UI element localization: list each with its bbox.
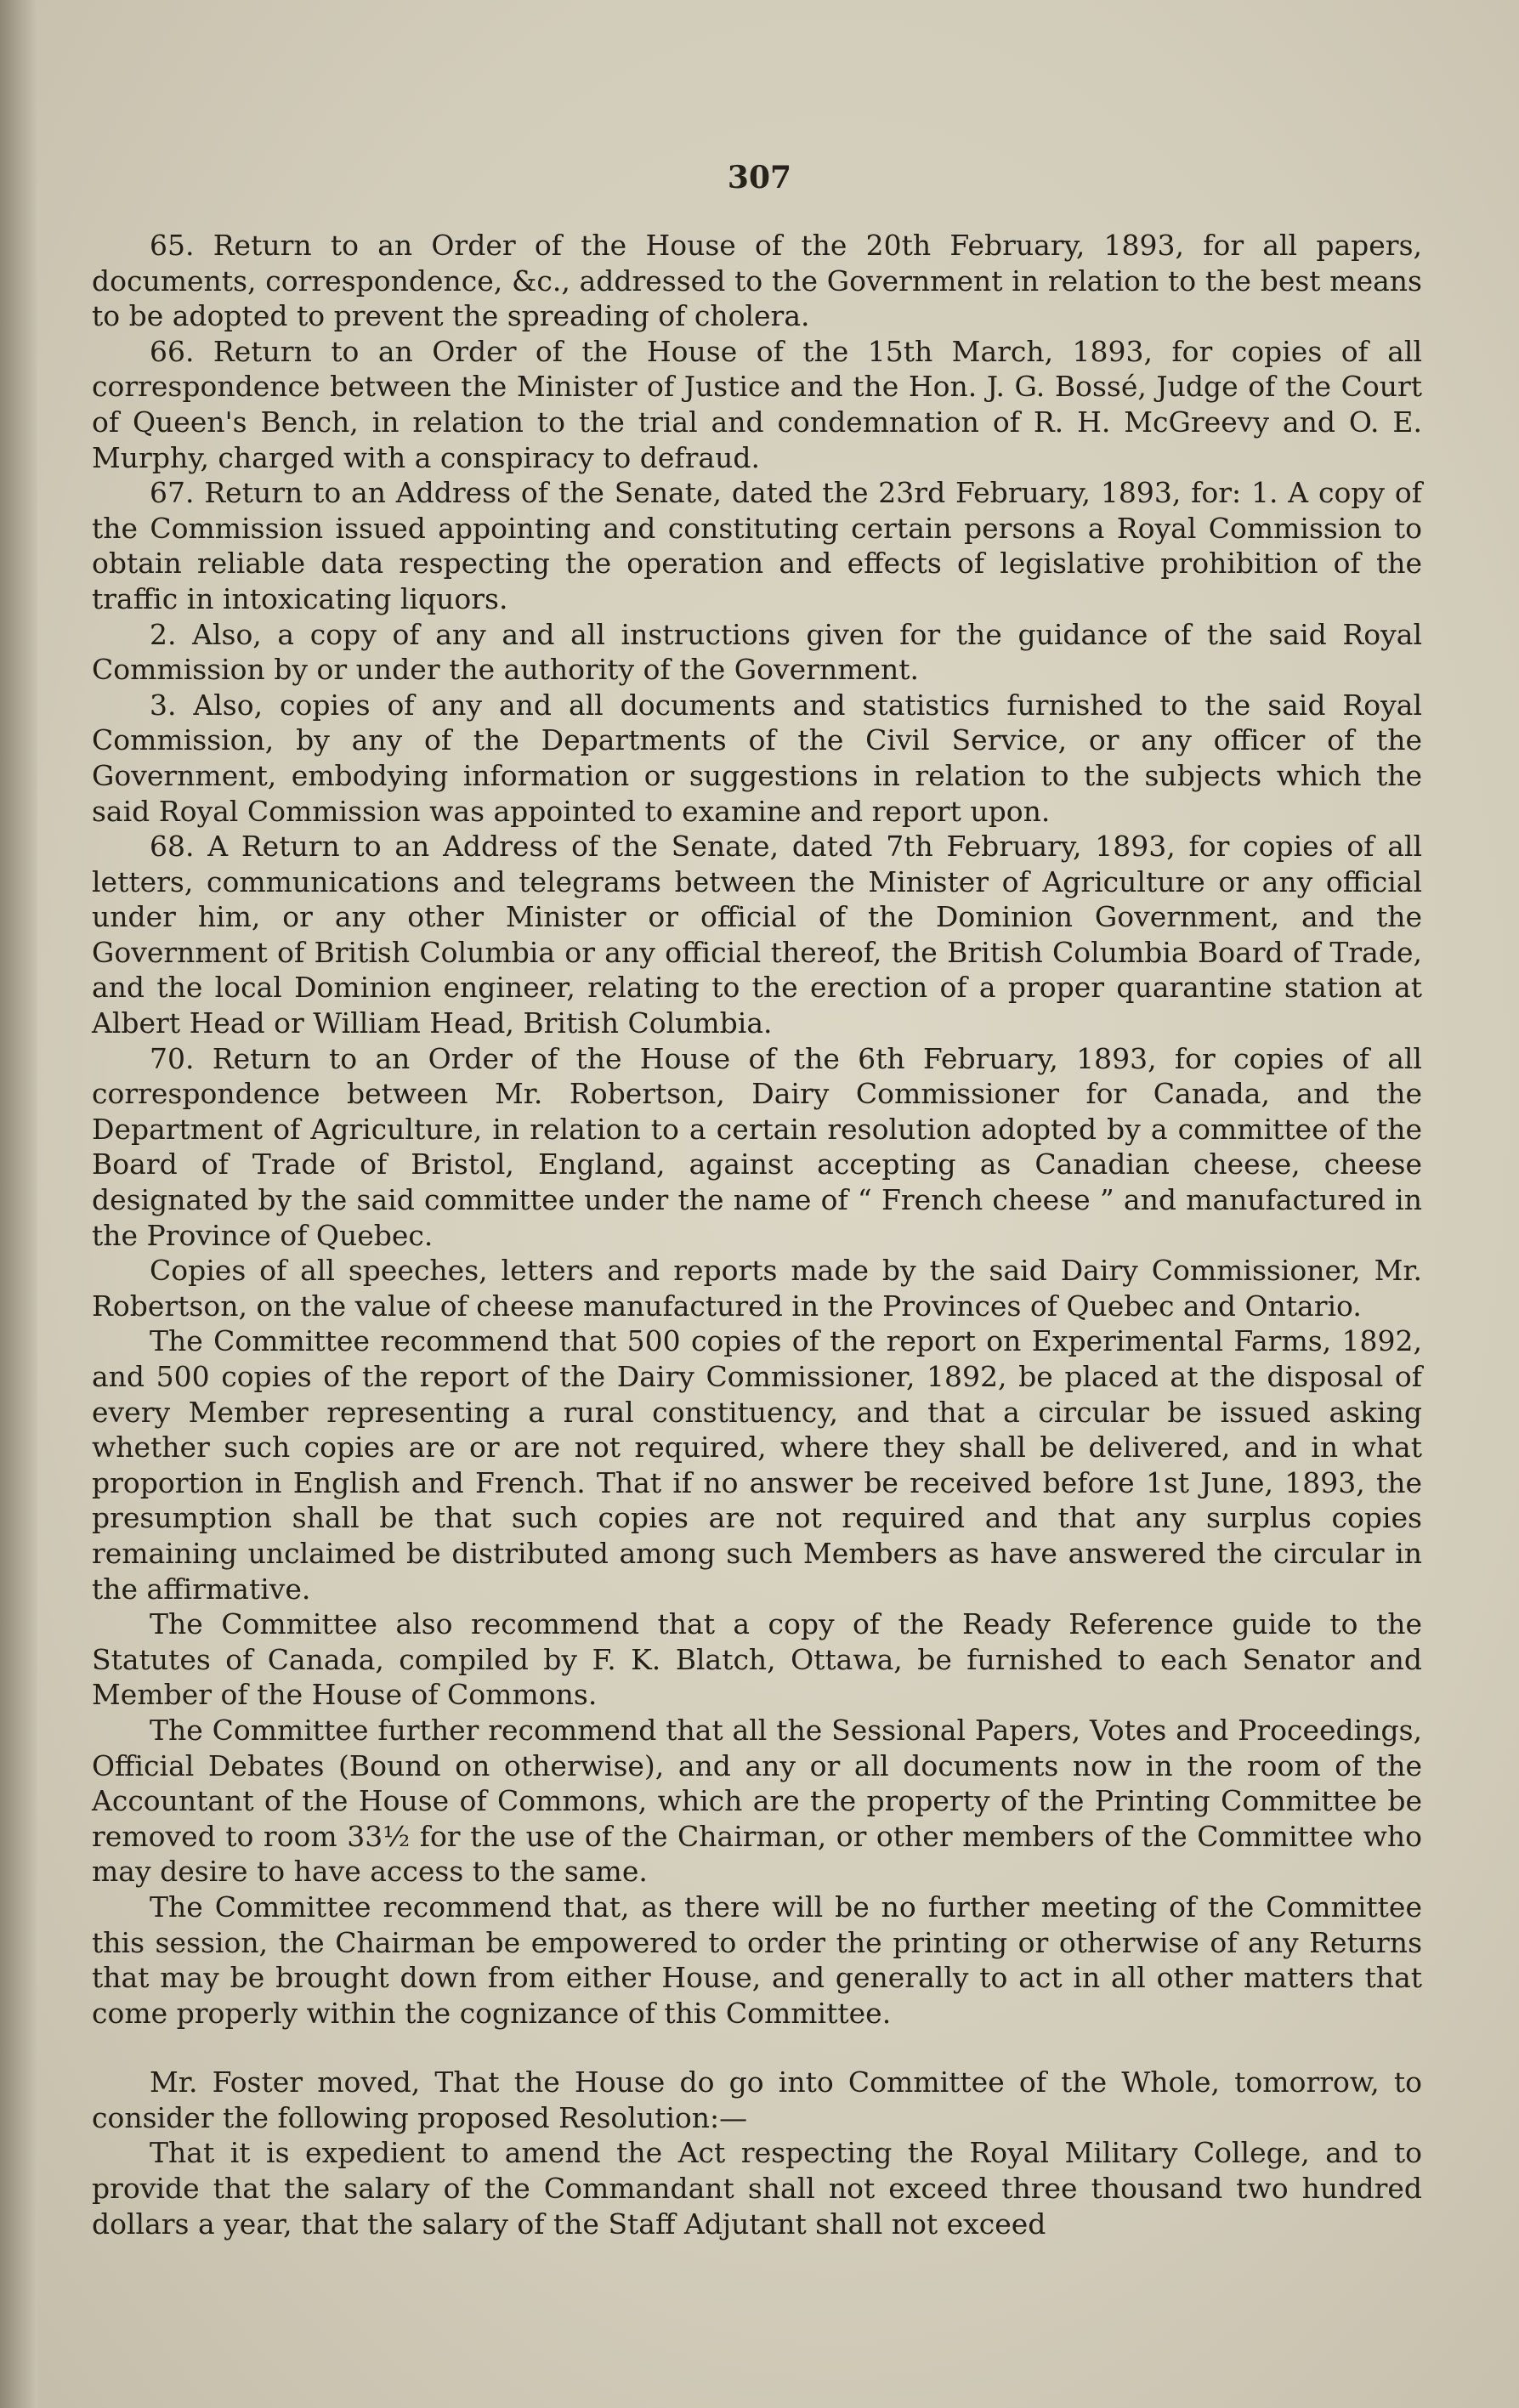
body-text [92, 228, 1422, 2241]
paragraph-return-70: 70. Return to an Order of the House of the 6th February, 1893, for copies of all correspondence between Mr. Robertson, Dairy Commissioner for Canada, and the Department of Agriculture, in relation to a certain resolution adopted by a committee of the Board of Trade of Bristol, England, against accepting as Canadian cheese, cheese designated by the said committee under the name of “ French cheese ” and manufactured in the Province of Quebec. [92, 1041, 1422, 1252]
paragraph-resolution: That it is expedient to amend the Act respecting the Royal Military College, and to provide that the salary of the Commandant shall not exceed three thousand two hundred dollars a year, that the salary of the Staff Adjutant shall not exceed [92, 2136, 1422, 2241]
paragraph-recommend-chairman: The Committee recommend that, as there will be no further meeting of the Committee this session, the Chairman be empowered to order the printing or otherwise of any Returns that may be brought down from either House, and generally to act in all other matters that come properly within the cognizance of this Committee. [92, 1890, 1422, 2030]
paragraph-return-65: 65. Return to an Order of the House of the 20th February, 1893, for all papers, documents, correspondence, &c., addressed to the Government in relation to the best means to be adopted to prevent the spreading of cholera. [92, 229, 1422, 333]
paragraph-foster-motion: Mr. Foster moved, That the House do go into Committee of the Whole, tomorrow, to consider the following proposed Resolution:— [92, 2065, 1422, 2134]
paragraph-dairy-speeches: Copies of all speeches, letters and reports made by the said Dairy Commissioner, Mr. Robertson, on the value of cheese manufactured in the Provinces of Quebec and Ontario. [92, 1254, 1422, 1323]
paragraph-recommend-papers: The Committee further recommend that all the Sessional Papers, Votes and Proceedings, Official Debates (Bound on otherwise), and any or all documents now in the room of the Accountant of the House of Commons, which are the property of the Printing Committee be removed to room 33½ for the use of the Chairman, or other members of the Committee who may desire to have access to the same. [92, 1713, 1422, 1889]
paragraph-return-67-item-3: 3. Also, copies of any and all documents and statistics furnished to the said Royal Commission, by any of the Departments of the Civil Service, or any officer of the Government, embodying information or suggestions in relation to the subjects which the said Royal Commission was appointed to examine and report upon. [92, 688, 1422, 828]
paragraph-return-67-item-2: 2. Also, a copy of any and all instructions given for the guidance of the said Royal Commission by or under the authority of the Government. [92, 617, 1422, 687]
paragraph-recommend-guide: The Committee also recommend that a copy of the Ready Reference guide to the Statutes of Canada, compiled by F. K. Blatch, Ottawa, be furnished to each Senator and Member of the House of Commons. [92, 1607, 1422, 1712]
page-number: 307 [727, 160, 792, 195]
paragraph-return-66: 66. Return to an Order of the House of the 15th March, 1893, for copies of all correspondence between the Minister of Justice and the Hon. J. G. Bossé, Judge of the Court of Queen's Bench, in relation to the trial and condemnation of R. H. McGreevy and O. E. Murphy, charged with a conspiracy to defraud. [92, 334, 1422, 474]
paragraph-return-67: 67. Return to an Address of the Senate, dated the 23rd February, 1893, for: 1. A copy of the Commission issued appointing and constituting certain persons a Royal Commission to obtain reliable data respecting the operation and effects of legislative prohibition of the traffic in intoxicating liquors. [92, 476, 1422, 615]
paragraph-recommend-copies: The Committee recommend that 500 copies of the report on Experimental Farms, 1892, and 500 copies of the report of the Dairy Commissioner, 1892, be placed at the disposal of every Member representing a rural constituency, and that a circular be issued asking whether such copies are or are not required, where they shall be delivered, and in what proportion in English and French. That if no answer be received before 1st June, 1893, the presumption shall be that such copies are not required and that any surplus copies remaining unclaimed be distributed among such Members as have answered the circular in the affirmative. [92, 1324, 1422, 1606]
paragraph-return-68: 68. A Return to an Address of the Senate, dated 7th February, 1893, for copies of all letters, communications and telegrams between the Minister of Agriculture or any official under him, or any other Minister or official of the Dominion Government, and the Government of British Columbia or any official thereof, the British Columbia Board of Trade, and the local Dominion engineer, relating to the erection of a proper quarantine station at Albert Head or William Head, British Columbia. [92, 830, 1422, 1040]
page-gutter-shadow [0, 0, 37, 2408]
